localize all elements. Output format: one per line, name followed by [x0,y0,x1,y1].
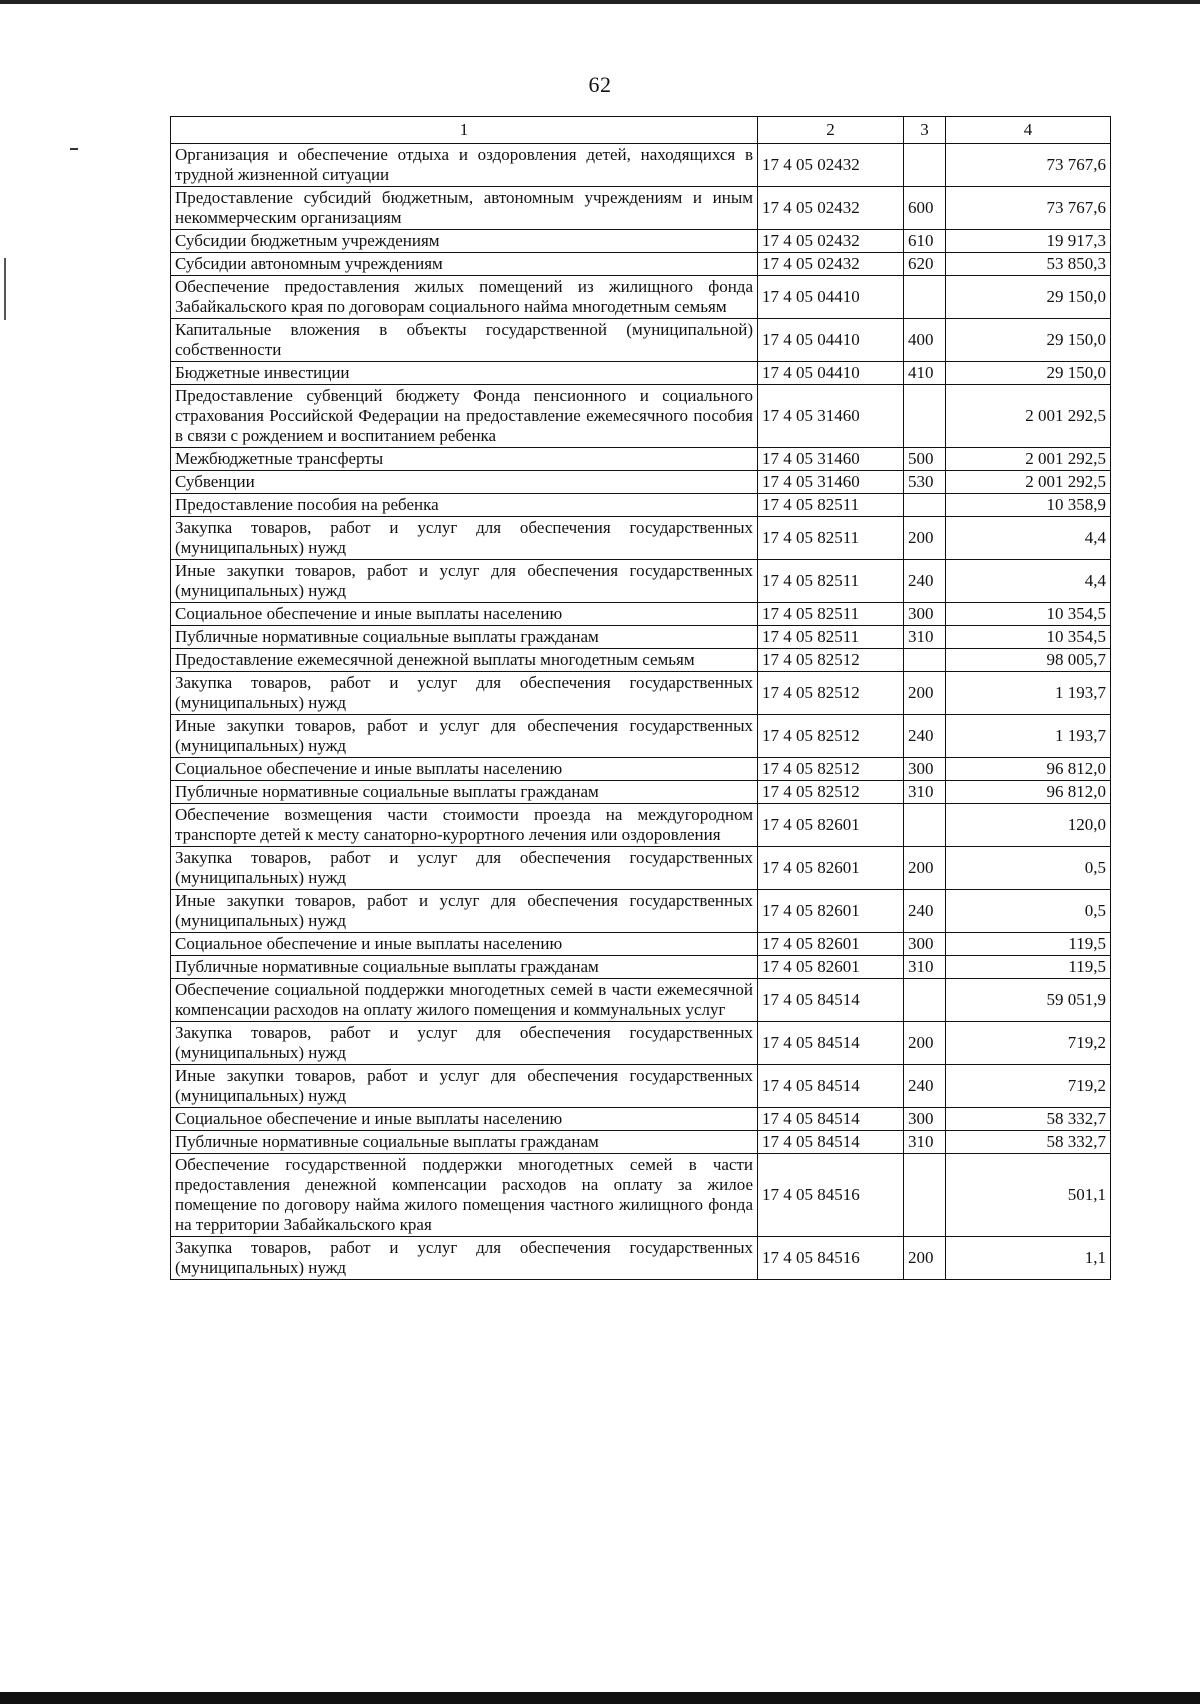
row-expense-type-cell: 530 [904,471,946,494]
row-code-cell: 17 4 05 02432 [758,253,904,276]
column-header-2: 2 [758,117,904,144]
row-code-cell: 17 4 05 84516 [758,1154,904,1237]
row-amount-cell: 10 358,9 [946,494,1111,517]
row-name-cell: Публичные нормативные социальные выплаты гражданам [171,956,758,979]
table-row [171,448,1111,471]
table-row [171,626,1111,649]
row-amount-cell: 29 150,0 [946,362,1111,385]
row-amount-cell: 4,4 [946,517,1111,560]
table-row [171,362,1111,385]
row-expense-type-cell: 400 [904,319,946,362]
row-expense-type-cell [904,144,946,187]
column-header-4: 4 [946,117,1111,144]
row-code-cell: 17 4 05 02432 [758,230,904,253]
table-row [171,471,1111,494]
row-amount-cell: 2 001 292,5 [946,385,1111,448]
row-amount-cell: 0,5 [946,890,1111,933]
row-amount-cell: 0,5 [946,847,1111,890]
table-header-row [171,117,1111,144]
row-name-cell: Обеспечение возмещения части стоимости проезда на междугородном транспорте детей к месту санаторно-курортного лечения или оздоровления [171,804,758,847]
row-code-cell: 17 4 05 82511 [758,603,904,626]
row-expense-type-cell: 300 [904,758,946,781]
table-row [171,979,1111,1022]
row-expense-type-cell [904,276,946,319]
row-expense-type-cell: 240 [904,890,946,933]
row-name-cell: Предоставление пособия на ребенка [171,494,758,517]
row-code-cell: 17 4 05 82511 [758,626,904,649]
row-code-cell: 17 4 05 02432 [758,187,904,230]
row-name-cell: Организация и обеспечение отдыха и оздоровления детей, находящихся в трудной жизненной ситуации [171,144,758,187]
table-row [171,494,1111,517]
table-row [171,230,1111,253]
row-expense-type-cell: 240 [904,560,946,603]
row-amount-cell: 58 332,7 [946,1108,1111,1131]
row-amount-cell: 96 812,0 [946,781,1111,804]
table-row [171,319,1111,362]
row-name-cell: Иные закупки товаров, работ и услуг для обеспечения государственных (муниципальных) нужд [171,560,758,603]
table-row [171,144,1111,187]
row-expense-type-cell [904,804,946,847]
row-expense-type-cell: 500 [904,448,946,471]
row-amount-cell: 2 001 292,5 [946,448,1111,471]
table-body [171,144,1111,1280]
row-amount-cell: 58 332,7 [946,1131,1111,1154]
table-row [171,804,1111,847]
row-name-cell: Предоставление ежемесячной денежной выплаты многодетным семьям [171,649,758,672]
row-expense-type-cell: 310 [904,1131,946,1154]
row-name-cell: Бюджетные инвестиции [171,362,758,385]
row-code-cell: 17 4 05 02432 [758,144,904,187]
row-name-cell: Межбюджетные трансферты [171,448,758,471]
row-code-cell: 17 4 05 82511 [758,560,904,603]
table-row [171,1065,1111,1108]
table-row [171,649,1111,672]
row-amount-cell: 98 005,7 [946,649,1111,672]
row-code-cell: 17 4 05 82601 [758,890,904,933]
scan-margin-dash [70,148,78,150]
row-name-cell: Предоставление субвенций бюджету Фонда пенсионного и социального страхования Российской Федерации на предоставление ежемесячного пособия в связи с рождением и воспитанием ребенка [171,385,758,448]
row-name-cell: Иные закупки товаров, работ и услуг для обеспечения государственных (муниципальных) нужд [171,1065,758,1108]
row-code-cell: 17 4 05 82601 [758,956,904,979]
table-row [171,276,1111,319]
row-code-cell: 17 4 05 82511 [758,494,904,517]
budget-table [170,116,1111,1280]
row-code-cell: 17 4 05 84514 [758,1022,904,1065]
table-row [171,933,1111,956]
row-expense-type-cell: 300 [904,1108,946,1131]
row-amount-cell: 53 850,3 [946,253,1111,276]
row-code-cell: 17 4 05 84514 [758,1065,904,1108]
row-expense-type-cell: 310 [904,626,946,649]
table-row [171,253,1111,276]
table-row [171,1154,1111,1237]
row-amount-cell: 1,1 [946,1237,1111,1280]
row-code-cell: 17 4 05 31460 [758,385,904,448]
table-row [171,781,1111,804]
page-number: 62 [588,72,612,97]
column-header-3: 3 [904,117,946,144]
row-amount-cell: 1 193,7 [946,715,1111,758]
row-code-cell: 17 4 05 84514 [758,1131,904,1154]
row-code-cell: 17 4 05 82511 [758,517,904,560]
row-name-cell: Субвенции [171,471,758,494]
row-expense-type-cell: 610 [904,230,946,253]
table-row [171,1108,1111,1131]
row-name-cell: Закупка товаров, работ и услуг для обеспечения государственных (муниципальных) нужд [171,1237,758,1280]
row-expense-type-cell: 310 [904,956,946,979]
table-row [171,517,1111,560]
row-name-cell: Закупка товаров, работ и услуг для обеспечения государственных (муниципальных) нужд [171,1022,758,1065]
row-amount-cell: 2 001 292,5 [946,471,1111,494]
bottom-border-line [0,1692,1200,1704]
row-code-cell: 17 4 05 04410 [758,276,904,319]
row-amount-cell: 19 917,3 [946,230,1111,253]
row-expense-type-cell: 200 [904,847,946,890]
table-row [171,758,1111,781]
row-code-cell: 17 4 05 82512 [758,672,904,715]
row-name-cell: Субсидии автономным учреждениям [171,253,758,276]
row-amount-cell: 29 150,0 [946,276,1111,319]
table-row [171,847,1111,890]
row-code-cell: 17 4 05 84514 [758,1108,904,1131]
row-name-cell: Субсидии бюджетным учреждениям [171,230,758,253]
row-amount-cell: 10 354,5 [946,603,1111,626]
row-code-cell: 17 4 05 04410 [758,362,904,385]
table-row [171,1237,1111,1280]
row-expense-type-cell [904,649,946,672]
row-name-cell: Иные закупки товаров, работ и услуг для обеспечения государственных (муниципальных) нужд [171,890,758,933]
table-row [171,672,1111,715]
row-expense-type-cell: 200 [904,517,946,560]
table-row [171,603,1111,626]
row-amount-cell: 59 051,9 [946,979,1111,1022]
row-amount-cell: 29 150,0 [946,319,1111,362]
column-header-1: 1 [171,117,758,144]
top-border-line [0,0,1200,4]
table-row [171,1131,1111,1154]
row-name-cell: Социальное обеспечение и иные выплаты населению [171,1108,758,1131]
scan-margin-mark [4,258,6,320]
row-expense-type-cell [904,385,946,448]
row-expense-type-cell: 200 [904,1237,946,1280]
row-code-cell: 17 4 05 82512 [758,715,904,758]
row-amount-cell: 73 767,6 [946,144,1111,187]
table-row [171,956,1111,979]
row-expense-type-cell: 200 [904,672,946,715]
row-code-cell: 17 4 05 82512 [758,758,904,781]
row-name-cell: Социальное обеспечение и иные выплаты населению [171,933,758,956]
row-code-cell: 17 4 05 31460 [758,448,904,471]
row-expense-type-cell: 620 [904,253,946,276]
row-expense-type-cell [904,1154,946,1237]
row-name-cell: Закупка товаров, работ и услуг для обеспечения государственных (муниципальных) нужд [171,847,758,890]
row-amount-cell: 501,1 [946,1154,1111,1237]
table-row [171,187,1111,230]
row-expense-type-cell: 300 [904,603,946,626]
table-row [171,1022,1111,1065]
row-name-cell: Иные закупки товаров, работ и услуг для обеспечения государственных (муниципальных) нужд [171,715,758,758]
row-code-cell: 17 4 05 84514 [758,979,904,1022]
row-expense-type-cell: 240 [904,715,946,758]
row-code-cell: 17 4 05 84516 [758,1237,904,1280]
row-code-cell: 17 4 05 82601 [758,804,904,847]
table-row [171,890,1111,933]
row-expense-type-cell: 300 [904,933,946,956]
row-code-cell: 17 4 05 31460 [758,471,904,494]
row-expense-type-cell [904,979,946,1022]
table-row [171,560,1111,603]
row-amount-cell: 73 767,6 [946,187,1111,230]
table-row [171,715,1111,758]
row-name-cell: Предоставление субсидий бюджетным, автономным учреждениям и иным некоммерческим организациям [171,187,758,230]
row-name-cell: Закупка товаров, работ и услуг для обеспечения государственных (муниципальных) нужд [171,672,758,715]
row-name-cell: Публичные нормативные социальные выплаты гражданам [171,1131,758,1154]
row-code-cell: 17 4 05 82512 [758,649,904,672]
row-expense-type-cell: 200 [904,1022,946,1065]
row-name-cell: Социальное обеспечение и иные выплаты населению [171,758,758,781]
row-name-cell: Обеспечение государственной поддержки многодетных семей в части предоставления денежной компенсации расходов на оплату за жилое помещение по договору найма жилого помещения частного жилищного фонда на территории Забайкальского края [171,1154,758,1237]
row-expense-type-cell: 410 [904,362,946,385]
row-amount-cell: 119,5 [946,956,1111,979]
row-code-cell: 17 4 05 04410 [758,319,904,362]
row-name-cell: Обеспечение социальной поддержки многодетных семей в части ежемесячной компенсации расходов на оплату жилого помещения и коммунальных услуг [171,979,758,1022]
table-row [171,385,1111,448]
row-amount-cell: 4,4 [946,560,1111,603]
row-name-cell: Публичные нормативные социальные выплаты гражданам [171,626,758,649]
row-expense-type-cell: 240 [904,1065,946,1108]
row-expense-type-cell [904,494,946,517]
row-code-cell: 17 4 05 82601 [758,933,904,956]
row-expense-type-cell: 600 [904,187,946,230]
row-amount-cell: 1 193,7 [946,672,1111,715]
row-amount-cell: 96 812,0 [946,758,1111,781]
row-name-cell: Социальное обеспечение и иные выплаты населению [171,603,758,626]
row-amount-cell: 719,2 [946,1022,1111,1065]
row-amount-cell: 719,2 [946,1065,1111,1108]
row-expense-type-cell: 310 [904,781,946,804]
row-name-cell: Закупка товаров, работ и услуг для обеспечения государственных (муниципальных) нужд [171,517,758,560]
row-code-cell: 17 4 05 82512 [758,781,904,804]
row-amount-cell: 10 354,5 [946,626,1111,649]
row-amount-cell: 119,5 [946,933,1111,956]
row-code-cell: 17 4 05 82601 [758,847,904,890]
row-name-cell: Капитальные вложения в объекты государственной (муниципальной) собственности [171,319,758,362]
row-name-cell: Публичные нормативные социальные выплаты гражданам [171,781,758,804]
row-amount-cell: 120,0 [946,804,1111,847]
row-name-cell: Обеспечение предоставления жилых помещений из жилищного фонда Забайкальского края по договорам социального найма многодетным семьям [171,276,758,319]
